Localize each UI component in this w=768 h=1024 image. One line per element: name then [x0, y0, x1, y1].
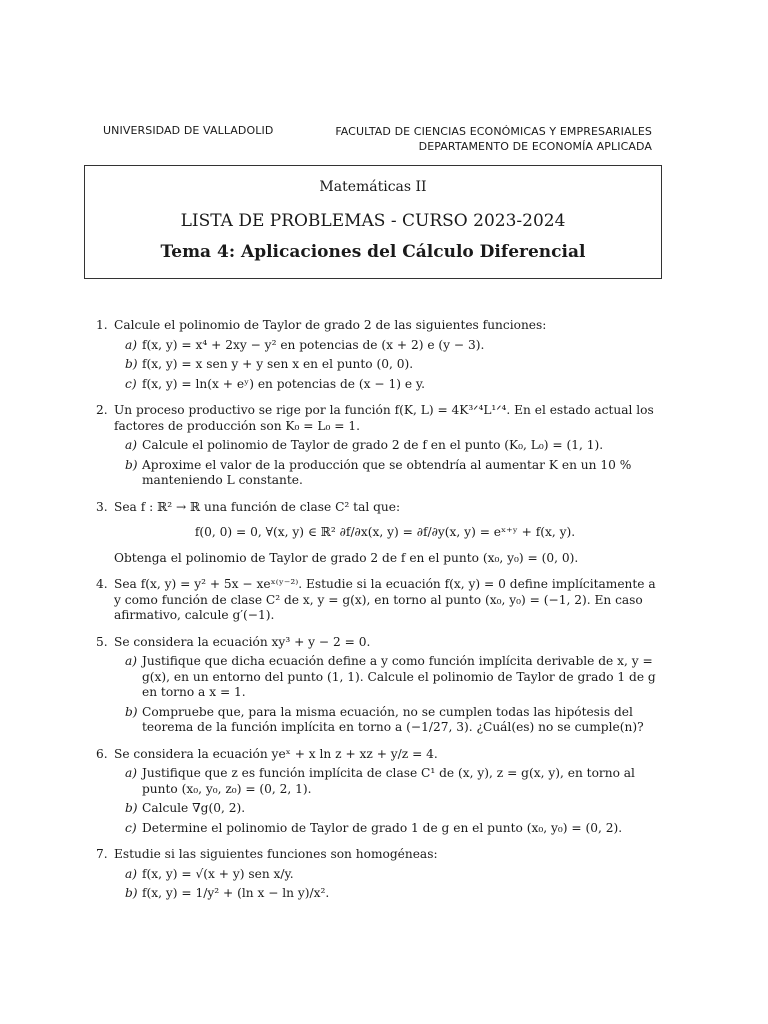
problem-number: 2.	[96, 403, 108, 417]
sub-item	[114, 801, 656, 817]
sub-text: Aproxime el valor de la producción que se obtendría al aumentar K en un 10 % manteniendo L constante.	[142, 457, 632, 487]
problem-followup: Obtenga el polinomio de Taylor de grado 2 de f en el punto (x₀, y₀) = (0, 0).	[114, 550, 579, 565]
title-box	[84, 165, 662, 279]
sub-item	[114, 821, 656, 837]
sub-text: f(x, y) = 1/y² + (ln x − ln y)/x².	[142, 886, 330, 900]
sub-label: a)	[125, 866, 138, 881]
problem-number: 7.	[96, 847, 108, 861]
faculty-name: FACULTAD DE CIENCIAS ECONÓMICAS Y EMPRESARIALES	[335, 125, 652, 138]
sub-text: Calcule el polinomio de Taylor de grado 2 de f en el punto (K₀, L₀) = (1, 1).	[142, 438, 604, 452]
sub-text: f(x, y) = √(x + y) sen x/y.	[142, 866, 294, 881]
problem-number: 4.	[96, 577, 108, 591]
problem-text: Se considera la ecuación xy³ + y − 2 = 0.	[114, 634, 371, 649]
sub-item	[114, 886, 656, 902]
display-equation: f(0, 0) = 0, ∀(x, y) ∈ ℝ² ∂f/∂x(x, y) = ∂f/∂y(x, y) = eˣ⁺ʸ + f(x, y).	[194, 525, 576, 539]
sub-text: f(x, y) = ln(x + eʸ) en potencias de (x − 1) e y.	[142, 376, 426, 391]
problem-text: Se considera la ecuación yeˣ + x ln z + xz + y/z = 4.	[114, 746, 438, 761]
problem-text: Un proceso productivo se rige por la función f(K, L) = 4K³ᐟ⁴L¹ᐟ⁴. En el estado actual los factores de producción son K₀ = L₀ = 1.	[114, 403, 654, 433]
sub-item	[114, 338, 656, 354]
problem-6	[96, 747, 656, 837]
problem-number: 6.	[96, 746, 108, 761]
sub-label: b)	[125, 357, 138, 371]
problem-number: 5.	[96, 634, 108, 649]
university-name: UNIVERSIDAD DE VALLADOLID	[103, 124, 274, 137]
sub-item	[114, 705, 656, 736]
problem-3	[96, 500, 656, 567]
subject-title: Matemáticas II	[319, 179, 427, 195]
sub-label: a)	[125, 654, 138, 668]
problem-4	[96, 577, 656, 624]
problem-5	[96, 635, 656, 736]
problem-7	[96, 847, 656, 902]
sub-label: b)	[125, 886, 138, 900]
list-title: LISTA DE PROBLEMAS - CURSO 2023-2024	[180, 211, 566, 231]
sub-item	[114, 654, 656, 701]
problem-text: Sea f : ℝ² → ℝ una función de clase C² tal que:	[114, 499, 401, 514]
sub-label: c)	[125, 376, 137, 391]
problem-1	[96, 318, 656, 392]
sub-text: Determine el polinomio de Taylor de grado 1 de g en el punto (x₀, y₀) = (0, 2).	[142, 820, 623, 835]
sub-text: Calcule ∇g(0, 2).	[142, 801, 246, 815]
sub-item	[114, 458, 656, 489]
sub-label: a)	[125, 766, 138, 780]
sub-label: b)	[125, 457, 138, 472]
sub-text: Compruebe que, para la misma ecuación, no se cumplen todas las hipótesis del teorema de la función implícita en torno a (−1/27, 3). ¿Cuál(es) no se cumple(n)?	[142, 704, 644, 734]
sub-item	[114, 377, 656, 393]
sub-label: a)	[125, 337, 138, 352]
sub-item	[114, 867, 656, 883]
department-name: DEPARTAMENTO DE ECONOMÍA APLICADA	[418, 140, 652, 153]
sub-text: f(x, y) = x⁴ + 2xy − y² en potencias de (x + 2) e (y − 3).	[142, 337, 485, 352]
sub-label: b)	[125, 704, 138, 719]
problem-text: Calcule el polinomio de Taylor de grado 2 de las siguientes funciones:	[114, 318, 547, 332]
sub-text: Justifique que dicha ecuación define a y como función implícita derivable de x, y = g(x), en un entorno del punto (1, 1). Calcule el polinomio de Taylor de grado 1 de g en torno a x = 1.	[142, 654, 656, 699]
sub-text: f(x, y) = x sen y + y sen x en el punto (0, 0).	[142, 357, 414, 371]
problem-2	[96, 403, 656, 489]
problem-number: 3.	[96, 499, 108, 514]
sub-text: Justifique que z es función implícita de clase C¹ de (x, y), z = g(x, y), en torno al punto (x₀, y₀, z₀) = (0, 2, 1).	[142, 766, 635, 796]
topic-title: Tema 4: Aplicaciones del Cálculo Diferencial	[160, 242, 586, 262]
problem-number: 1.	[96, 318, 108, 332]
problem-text: Sea f(x, y) = y² + 5x − xeˣ⁽ʸ⁻²⁾. Estudie si la ecuación f(x, y) = 0 define implícitamente a y como función de clase C² de x, y = g(x), en torno al punto (x₀, y₀) = (−1, 2). En caso afirmativo, calcule g′(−1).	[114, 577, 656, 622]
sub-item	[114, 357, 656, 373]
sub-label: b)	[125, 801, 138, 815]
sub-item	[114, 438, 656, 454]
sub-label: a)	[125, 438, 138, 452]
sub-item	[114, 766, 656, 797]
faculty-header	[335, 124, 652, 154]
problem-text: Estudie si las siguientes funciones son homogéneas:	[114, 847, 438, 861]
sub-label: c)	[125, 820, 137, 835]
problem-list	[96, 318, 656, 913]
